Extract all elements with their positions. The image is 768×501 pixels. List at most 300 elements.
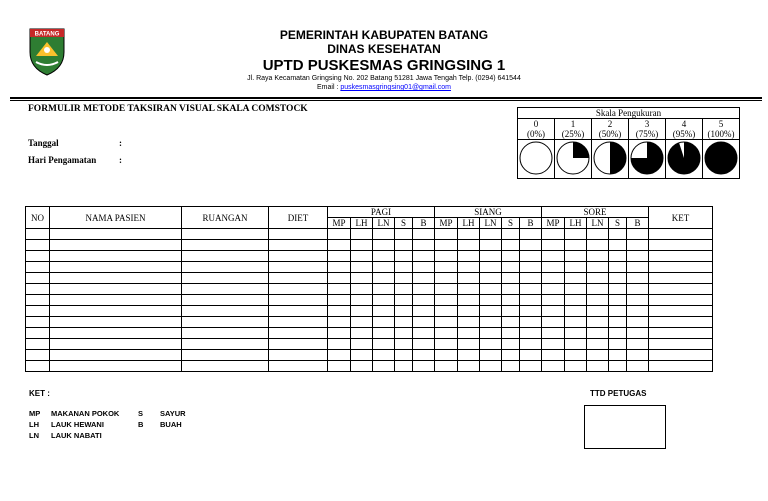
table-cell[interactable] bbox=[26, 262, 50, 273]
table-cell[interactable] bbox=[649, 339, 713, 350]
table-cell[interactable] bbox=[609, 295, 627, 306]
table-cell[interactable] bbox=[328, 295, 351, 306]
table-cell[interactable] bbox=[502, 273, 520, 284]
table-cell[interactable] bbox=[649, 240, 713, 251]
scale-percent: (95%) bbox=[666, 129, 703, 140]
table-cell[interactable] bbox=[542, 262, 565, 273]
email-link[interactable]: puskesmasgringsing01@gmail.com bbox=[340, 84, 451, 91]
table-cell[interactable] bbox=[587, 251, 609, 262]
table-cell[interactable] bbox=[182, 306, 269, 317]
table-cell[interactable] bbox=[328, 361, 351, 372]
table-cell[interactable] bbox=[502, 262, 520, 273]
table-cell[interactable] bbox=[587, 339, 609, 350]
table-cell[interactable] bbox=[373, 284, 395, 295]
table-cell[interactable] bbox=[328, 350, 351, 361]
table-cell[interactable] bbox=[395, 262, 413, 273]
scale-percent: (75%) bbox=[629, 129, 666, 140]
table-cell[interactable] bbox=[458, 339, 480, 350]
table-cell[interactable] bbox=[458, 306, 480, 317]
table-cell[interactable] bbox=[480, 350, 502, 361]
table-cell[interactable] bbox=[269, 284, 328, 295]
scale-circle-icon bbox=[518, 140, 554, 176]
table-cell[interactable] bbox=[395, 251, 413, 262]
table-cell[interactable] bbox=[351, 339, 373, 350]
table-cell[interactable] bbox=[351, 240, 373, 251]
sub-header-ln: LN bbox=[480, 218, 502, 229]
table-cell[interactable] bbox=[587, 295, 609, 306]
legend-item bbox=[29, 408, 119, 419]
table-cell[interactable] bbox=[649, 262, 713, 273]
table-cell[interactable] bbox=[587, 284, 609, 295]
table-cell[interactable] bbox=[182, 251, 269, 262]
table-cell[interactable] bbox=[502, 361, 520, 372]
letterhead-title: UPTD PUSKESMAS GRINGSING 1 bbox=[262, 57, 506, 74]
table-cell[interactable] bbox=[182, 317, 269, 328]
table-cell[interactable] bbox=[26, 240, 50, 251]
table-cell[interactable] bbox=[480, 339, 502, 350]
table-cell[interactable] bbox=[373, 262, 395, 273]
table-cell[interactable] bbox=[458, 229, 480, 240]
legend-desc: BUAH bbox=[160, 420, 182, 429]
table-cell[interactable] bbox=[627, 251, 649, 262]
table-cell[interactable] bbox=[542, 295, 565, 306]
table-cell[interactable] bbox=[458, 361, 480, 372]
table-cell[interactable] bbox=[395, 229, 413, 240]
table-cell[interactable] bbox=[627, 350, 649, 361]
table-cell[interactable] bbox=[565, 306, 587, 317]
table-cell[interactable] bbox=[351, 273, 373, 284]
table-cell[interactable] bbox=[26, 339, 50, 350]
table-cell[interactable] bbox=[609, 262, 627, 273]
table-cell[interactable] bbox=[480, 240, 502, 251]
scale-fill bbox=[573, 142, 589, 158]
table-cell[interactable] bbox=[413, 229, 435, 240]
table-cell[interactable] bbox=[649, 295, 713, 306]
table-cell[interactable] bbox=[269, 240, 328, 251]
table-cell[interactable] bbox=[50, 262, 182, 273]
kabupaten-batang-logo bbox=[28, 26, 66, 76]
table-cell[interactable] bbox=[609, 284, 627, 295]
table-cell[interactable] bbox=[542, 306, 565, 317]
table-cell[interactable] bbox=[413, 328, 435, 339]
table-cell[interactable] bbox=[435, 328, 458, 339]
table-cell[interactable] bbox=[182, 295, 269, 306]
table-cell[interactable] bbox=[480, 284, 502, 295]
table-cell[interactable] bbox=[649, 273, 713, 284]
table-cell[interactable] bbox=[395, 350, 413, 361]
table-cell[interactable] bbox=[480, 317, 502, 328]
table-cell[interactable] bbox=[435, 350, 458, 361]
table-cell[interactable] bbox=[26, 317, 50, 328]
col-pagi: PAGI bbox=[328, 207, 435, 218]
table-cell[interactable] bbox=[328, 284, 351, 295]
table-cell[interactable] bbox=[565, 339, 587, 350]
table-cell[interactable] bbox=[182, 328, 269, 339]
table-cell[interactable] bbox=[520, 273, 542, 284]
table-cell[interactable] bbox=[627, 295, 649, 306]
table-cell[interactable] bbox=[351, 284, 373, 295]
table-cell[interactable] bbox=[587, 350, 609, 361]
table-cell[interactable] bbox=[395, 284, 413, 295]
table-cell[interactable] bbox=[435, 229, 458, 240]
table-cell[interactable] bbox=[269, 361, 328, 372]
table-cell[interactable] bbox=[542, 328, 565, 339]
table-cell[interactable] bbox=[435, 317, 458, 328]
table-cell[interactable] bbox=[502, 284, 520, 295]
table-cell[interactable] bbox=[587, 361, 609, 372]
table-cell[interactable] bbox=[328, 229, 351, 240]
table-cell[interactable] bbox=[395, 306, 413, 317]
table-cell[interactable] bbox=[373, 240, 395, 251]
sub-header-b: B bbox=[520, 218, 542, 229]
table-cell[interactable] bbox=[480, 229, 502, 240]
table-cell[interactable] bbox=[351, 229, 373, 240]
table-cell[interactable] bbox=[395, 339, 413, 350]
table-cell[interactable] bbox=[458, 240, 480, 251]
table-cell[interactable] bbox=[50, 229, 182, 240]
table-row bbox=[26, 273, 713, 284]
table-cell[interactable] bbox=[373, 361, 395, 372]
table-cell[interactable] bbox=[458, 284, 480, 295]
table-cell[interactable] bbox=[413, 306, 435, 317]
table-cell[interactable] bbox=[627, 229, 649, 240]
table-cell[interactable] bbox=[26, 229, 50, 240]
table-cell[interactable] bbox=[328, 262, 351, 273]
table-cell[interactable] bbox=[520, 306, 542, 317]
table-cell[interactable] bbox=[351, 361, 373, 372]
table-cell[interactable] bbox=[328, 317, 351, 328]
table-cell[interactable] bbox=[328, 339, 351, 350]
table-cell[interactable] bbox=[458, 273, 480, 284]
table-cell[interactable] bbox=[627, 328, 649, 339]
table-cell[interactable] bbox=[565, 251, 587, 262]
table-row bbox=[26, 306, 713, 317]
table-cell[interactable] bbox=[609, 273, 627, 284]
table-cell[interactable] bbox=[435, 361, 458, 372]
table-cell[interactable] bbox=[458, 262, 480, 273]
table-cell[interactable] bbox=[413, 262, 435, 273]
table-row bbox=[26, 262, 713, 273]
table-cell[interactable] bbox=[627, 317, 649, 328]
table-cell[interactable] bbox=[502, 229, 520, 240]
table-cell[interactable] bbox=[269, 306, 328, 317]
table-cell[interactable] bbox=[435, 284, 458, 295]
table-cell[interactable] bbox=[649, 284, 713, 295]
table-cell[interactable] bbox=[269, 273, 328, 284]
signature-box[interactable] bbox=[584, 405, 666, 449]
table-cell[interactable] bbox=[413, 361, 435, 372]
table-cell[interactable] bbox=[627, 273, 649, 284]
table-cell[interactable] bbox=[565, 240, 587, 251]
table-cell[interactable] bbox=[26, 350, 50, 361]
table-cell[interactable] bbox=[480, 251, 502, 262]
table-cell[interactable] bbox=[26, 295, 50, 306]
scale-circle-cell bbox=[592, 140, 629, 179]
table-cell[interactable] bbox=[649, 229, 713, 240]
table-cell[interactable] bbox=[565, 361, 587, 372]
table-cell[interactable] bbox=[269, 229, 328, 240]
table-cell[interactable] bbox=[269, 262, 328, 273]
sub-header-s: S bbox=[395, 218, 413, 229]
table-cell[interactable] bbox=[50, 328, 182, 339]
table-cell[interactable] bbox=[627, 306, 649, 317]
table-cell[interactable] bbox=[373, 350, 395, 361]
table-cell[interactable] bbox=[50, 295, 182, 306]
table-cell[interactable] bbox=[328, 328, 351, 339]
table-cell[interactable] bbox=[351, 328, 373, 339]
table-cell[interactable] bbox=[328, 306, 351, 317]
table-cell[interactable] bbox=[627, 240, 649, 251]
table-cell[interactable] bbox=[480, 273, 502, 284]
table-cell[interactable] bbox=[565, 229, 587, 240]
table-cell[interactable] bbox=[26, 284, 50, 295]
table-cell[interactable] bbox=[269, 350, 328, 361]
table-cell[interactable] bbox=[26, 361, 50, 372]
table-cell[interactable] bbox=[502, 251, 520, 262]
table-cell[interactable] bbox=[458, 251, 480, 262]
header-rule-thin bbox=[10, 100, 762, 101]
table-cell[interactable] bbox=[269, 328, 328, 339]
table-cell[interactable] bbox=[373, 339, 395, 350]
scale-percent: (50%) bbox=[592, 129, 629, 140]
table-cell[interactable] bbox=[182, 240, 269, 251]
table-cell[interactable] bbox=[413, 273, 435, 284]
table-cell[interactable] bbox=[565, 317, 587, 328]
table-cell[interactable] bbox=[520, 262, 542, 273]
table-cell[interactable] bbox=[542, 339, 565, 350]
table-cell[interactable] bbox=[587, 229, 609, 240]
table-cell[interactable] bbox=[395, 317, 413, 328]
table-cell[interactable] bbox=[395, 273, 413, 284]
table-cell[interactable] bbox=[565, 328, 587, 339]
table-cell[interactable] bbox=[565, 350, 587, 361]
table-cell[interactable] bbox=[609, 339, 627, 350]
table-cell[interactable] bbox=[565, 273, 587, 284]
table-cell[interactable] bbox=[480, 262, 502, 273]
table-cell[interactable] bbox=[627, 262, 649, 273]
table-cell[interactable] bbox=[565, 284, 587, 295]
table-cell[interactable] bbox=[435, 339, 458, 350]
table-cell[interactable] bbox=[373, 306, 395, 317]
col-nama-pasien: NAMA PASIEN bbox=[50, 207, 182, 229]
table-row bbox=[26, 240, 713, 251]
table-cell[interactable] bbox=[587, 328, 609, 339]
table-cell[interactable] bbox=[413, 350, 435, 361]
table-cell[interactable] bbox=[182, 273, 269, 284]
table-cell[interactable] bbox=[542, 251, 565, 262]
table-cell[interactable] bbox=[351, 317, 373, 328]
table-cell[interactable] bbox=[609, 251, 627, 262]
table-cell[interactable] bbox=[502, 317, 520, 328]
table-cell[interactable] bbox=[565, 262, 587, 273]
table-cell[interactable] bbox=[502, 306, 520, 317]
scale-circle-cell bbox=[703, 140, 740, 179]
table-cell[interactable] bbox=[520, 240, 542, 251]
table-cell[interactable] bbox=[182, 350, 269, 361]
table-cell[interactable] bbox=[649, 317, 713, 328]
table-cell[interactable] bbox=[413, 240, 435, 251]
table-cell[interactable] bbox=[413, 317, 435, 328]
table-cell[interactable] bbox=[609, 317, 627, 328]
table-cell[interactable] bbox=[351, 251, 373, 262]
scale-percent: (100%) bbox=[703, 129, 740, 140]
table-cell[interactable] bbox=[269, 295, 328, 306]
table-cell[interactable] bbox=[50, 240, 182, 251]
table-cell[interactable] bbox=[50, 350, 182, 361]
table-cell[interactable] bbox=[609, 350, 627, 361]
table-cell[interactable] bbox=[182, 284, 269, 295]
table-cell[interactable] bbox=[395, 328, 413, 339]
table-cell[interactable] bbox=[542, 361, 565, 372]
table-cell[interactable] bbox=[520, 361, 542, 372]
table-cell[interactable] bbox=[458, 295, 480, 306]
table-cell[interactable] bbox=[413, 284, 435, 295]
sub-header-mp: MP bbox=[435, 218, 458, 229]
table-cell[interactable] bbox=[413, 339, 435, 350]
table-cell[interactable] bbox=[50, 339, 182, 350]
table-cell[interactable] bbox=[520, 350, 542, 361]
table-cell[interactable] bbox=[587, 317, 609, 328]
table-cell[interactable] bbox=[50, 317, 182, 328]
table-cell[interactable] bbox=[182, 339, 269, 350]
table-cell[interactable] bbox=[50, 361, 182, 372]
table-cell[interactable] bbox=[649, 251, 713, 262]
table-cell[interactable] bbox=[328, 273, 351, 284]
table-cell[interactable] bbox=[480, 295, 502, 306]
table-cell[interactable] bbox=[649, 306, 713, 317]
table-cell[interactable] bbox=[458, 328, 480, 339]
table-cell[interactable] bbox=[435, 251, 458, 262]
sub-header-b: B bbox=[627, 218, 649, 229]
table-cell[interactable] bbox=[269, 339, 328, 350]
table-cell[interactable] bbox=[26, 273, 50, 284]
table-cell[interactable] bbox=[435, 240, 458, 251]
table-cell[interactable] bbox=[435, 273, 458, 284]
table-cell[interactable] bbox=[26, 251, 50, 262]
table-cell[interactable] bbox=[182, 262, 269, 273]
table-row bbox=[26, 284, 713, 295]
table-cell[interactable] bbox=[649, 350, 713, 361]
table-cell[interactable] bbox=[182, 361, 269, 372]
table-cell[interactable] bbox=[351, 262, 373, 273]
table-cell[interactable] bbox=[609, 361, 627, 372]
table-cell[interactable] bbox=[395, 361, 413, 372]
table-cell[interactable] bbox=[520, 229, 542, 240]
table-cell[interactable] bbox=[435, 262, 458, 273]
table-cell[interactable] bbox=[502, 328, 520, 339]
legend-item bbox=[138, 408, 186, 419]
legend-code: MP bbox=[29, 409, 41, 418]
table-cell[interactable] bbox=[435, 295, 458, 306]
table-cell[interactable] bbox=[351, 306, 373, 317]
table-row bbox=[26, 229, 713, 240]
table-cell[interactable] bbox=[373, 251, 395, 262]
table-cell[interactable] bbox=[269, 251, 328, 262]
scale-percent: (0%) bbox=[518, 129, 555, 140]
table-cell[interactable] bbox=[520, 251, 542, 262]
table-cell[interactable] bbox=[627, 284, 649, 295]
table-cell[interactable] bbox=[609, 240, 627, 251]
table-cell[interactable] bbox=[50, 273, 182, 284]
table-cell[interactable] bbox=[26, 328, 50, 339]
table-cell[interactable] bbox=[542, 273, 565, 284]
table-cell[interactable] bbox=[395, 240, 413, 251]
table-cell[interactable] bbox=[328, 240, 351, 251]
table-cell[interactable] bbox=[520, 295, 542, 306]
table-cell[interactable] bbox=[182, 229, 269, 240]
table-cell[interactable] bbox=[587, 273, 609, 284]
col-diet: DIET bbox=[269, 207, 328, 229]
table-cell[interactable] bbox=[609, 229, 627, 240]
table-cell[interactable] bbox=[542, 350, 565, 361]
table-cell[interactable] bbox=[565, 295, 587, 306]
table-cell[interactable] bbox=[480, 306, 502, 317]
table-cell[interactable] bbox=[458, 317, 480, 328]
table-cell[interactable] bbox=[373, 317, 395, 328]
table-cell[interactable] bbox=[627, 361, 649, 372]
table-cell[interactable] bbox=[520, 317, 542, 328]
table-cell[interactable] bbox=[50, 306, 182, 317]
table-cell[interactable] bbox=[649, 361, 713, 372]
form-title: FORMULIR METODE TAKSIRAN VISUAL SKALA COMSTOCK bbox=[28, 104, 308, 114]
table-cell[interactable] bbox=[351, 350, 373, 361]
table-cell[interactable] bbox=[542, 317, 565, 328]
table-cell[interactable] bbox=[373, 229, 395, 240]
table-cell[interactable] bbox=[480, 361, 502, 372]
table-cell[interactable] bbox=[520, 328, 542, 339]
table-cell[interactable] bbox=[50, 251, 182, 262]
sub-header-ln: LN bbox=[373, 218, 395, 229]
table-cell[interactable] bbox=[609, 328, 627, 339]
table-cell[interactable] bbox=[542, 284, 565, 295]
svg-text:BATANG: BATANG bbox=[34, 31, 60, 38]
table-cell[interactable] bbox=[502, 339, 520, 350]
table-cell[interactable] bbox=[502, 295, 520, 306]
table-cell[interactable] bbox=[373, 273, 395, 284]
table-cell[interactable] bbox=[413, 295, 435, 306]
table-cell[interactable] bbox=[502, 240, 520, 251]
table-cell[interactable] bbox=[50, 284, 182, 295]
table-cell[interactable] bbox=[542, 229, 565, 240]
table-cell[interactable] bbox=[542, 240, 565, 251]
table-cell[interactable] bbox=[520, 339, 542, 350]
table-cell[interactable] bbox=[26, 306, 50, 317]
table-cell[interactable] bbox=[520, 284, 542, 295]
table-cell[interactable] bbox=[395, 295, 413, 306]
scale-fill bbox=[705, 142, 737, 174]
table-cell[interactable] bbox=[351, 295, 373, 306]
sub-header-s: S bbox=[502, 218, 520, 229]
table-cell[interactable] bbox=[609, 306, 627, 317]
table-cell[interactable] bbox=[649, 328, 713, 339]
table-cell[interactable] bbox=[373, 295, 395, 306]
table-cell[interactable] bbox=[587, 240, 609, 251]
table-cell[interactable] bbox=[627, 339, 649, 350]
table-cell[interactable] bbox=[373, 328, 395, 339]
table-cell[interactable] bbox=[435, 306, 458, 317]
table-row bbox=[26, 339, 713, 350]
table-cell[interactable] bbox=[502, 350, 520, 361]
table-row bbox=[26, 251, 713, 262]
legend-desc: LAUK HEWANI bbox=[51, 420, 104, 429]
table-cell[interactable] bbox=[480, 328, 502, 339]
table-cell[interactable] bbox=[587, 262, 609, 273]
table-cell[interactable] bbox=[328, 251, 351, 262]
table-cell[interactable] bbox=[413, 251, 435, 262]
table-cell[interactable] bbox=[458, 350, 480, 361]
table-cell[interactable] bbox=[269, 317, 328, 328]
table-cell[interactable] bbox=[587, 306, 609, 317]
